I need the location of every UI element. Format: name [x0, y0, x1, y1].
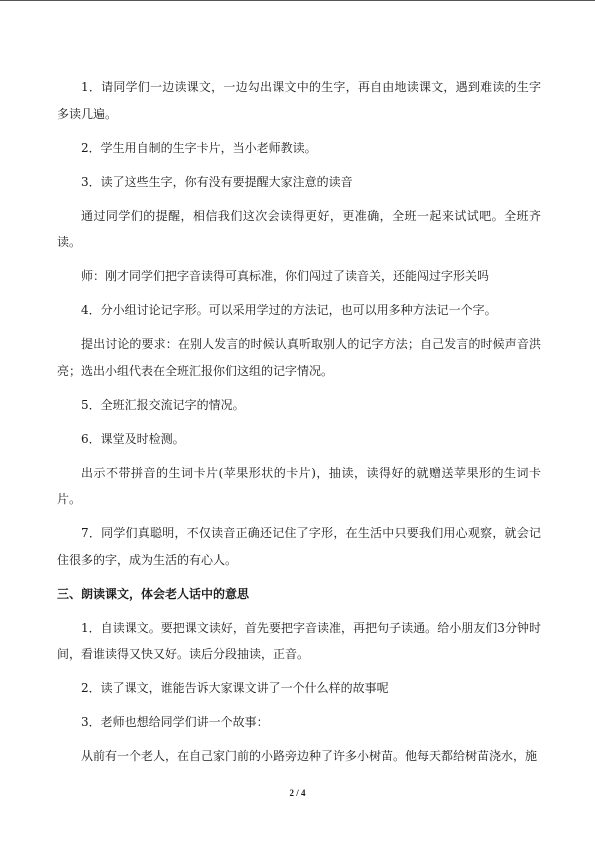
header-rule: [0, 0, 595, 1]
paragraph-step-2: 2．学生用自制的生字卡片，当小老师教读。: [81, 140, 317, 155]
page-number: 2 / 4: [289, 788, 306, 798]
paragraph-read-together: 通过同学们的提醒，相信我们这次会读得更好，更准确，全班一起来试试吧。全班齐读。: [57, 208, 541, 249]
paragraph-step-5: 5．全班汇报交流记字的情况。: [81, 397, 245, 412]
paragraph-word-cards: 出示不带拼音的生词卡片(苹果形状的卡片)，抽读，读得好的就赠送苹果形的生词卡片。: [57, 465, 541, 506]
paragraph-section-step-3: 3．老师也想给同学们讲一个故事：: [81, 715, 269, 729]
paragraph-step-3: 3．读了这些生字，你有没有要提醒大家注意的读音: [81, 174, 353, 189]
paragraph-step-6: 6．课堂及时检测。: [81, 431, 185, 446]
paragraph-step-1: 1．请同学们一边读课文，一边勾出课文中的生字，再自由地读课文，遇到难读的生字多读几遍。: [57, 80, 541, 121]
paragraph-step-4: 4．分小组讨论记字形。可以采用学过的方法记，也可以用多种方法记一个字。: [81, 303, 497, 317]
paragraph-step-7: 7．同学们真聪明，不仅读音正确还记住了字形，在生活中只要我们用心观察，就会记住很多的字，成为生活的有心人。: [57, 526, 541, 567]
document-body: [57, 74, 541, 777]
paragraph-discussion-rules: 提出讨论的要求：在别人发言的时候认真听取别人的记字方法；自己发言的时候声音洪亮；选出小组代表在全班汇报你们这组的记字情况。: [57, 337, 541, 378]
paragraph-teacher-remark: 师：刚才同学们把字音读得可真标准，你们闯过了读音关，还能闯过字形关吗: [81, 269, 490, 283]
paragraph-section-step-1: 1．自读课文。要把课文读好，首先要把字音读准，再把句子读通。给小朋友们3分钟时间，看谁读得又快又好。读后分段抽读，正音。: [57, 620, 541, 661]
paragraph-section-step-2: 2．读了课文，谁能告诉大家课文讲了一个什么样的故事呢: [81, 681, 389, 695]
section-heading: 三、朗读课文，体会老人话中的意思: [57, 586, 250, 601]
paragraph-story-start: 从前有一个老人，在自己家门前的小路旁边种了许多小树苗。他每天都给树苗浇水，施: [81, 749, 538, 763]
